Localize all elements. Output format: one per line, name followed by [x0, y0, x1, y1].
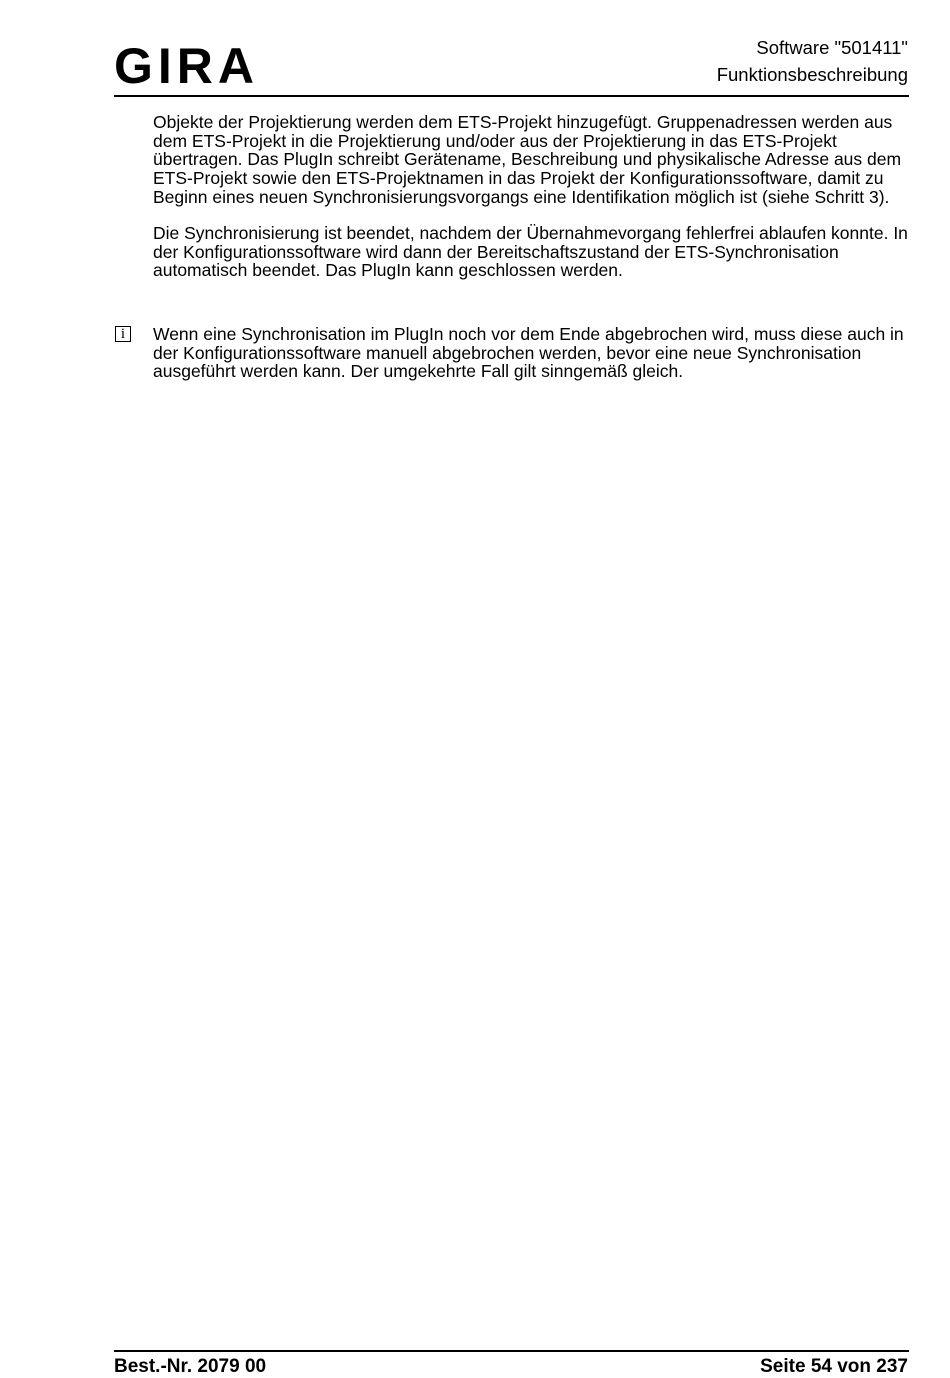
document-type: Funktionsbeschreibung [716, 64, 908, 85]
paragraph-sync-transfer: Objekte der Projektierung werden dem ETS-Projekt hinzugefügt. Gruppenadressen werden aus dem ETS-Projekt in die Projektierung und/oder aus der Projektierung in das ETS-Projekt übertragen. Das PlugIn schreibt Gerätename, Beschreibung und physikalische Adresse aus dem ETS-Projekt sowie den ETS-Projektnamen in das Projekt der Konfigurationssoftware, damit zu Beginn eines neuen Synchronisierungsvorgangs eine Identifikation möglich ist (siehe Schritt 3). [153, 112, 902, 207]
footer-divider [114, 1350, 909, 1352]
paragraph-sync-finished: Die Synchronisierung ist beendet, nachdem der Übernahmevorgang fehlerfrei ablaufen konnte. In der Konfigurationssoftware wird dann der Bereitschaftszustand der ETS-Synchronisation automatisch beendet. Das PlugIn kann geschlossen werden. [153, 223, 908, 281]
page-number: Seite 54 von 237 [760, 1356, 908, 1377]
order-number: Best.-Nr. 2079 00 [114, 1356, 267, 1377]
header-divider [114, 95, 909, 97]
gira-logo: GIRA [114, 38, 259, 94]
info-icon: i [115, 326, 131, 342]
software-title: Software "501411" [756, 37, 908, 58]
info-note: Wenn eine Synchronisation im PlugIn noch vor dem Ende abgebrochen wird, muss diese auch in der Konfigurationssoftware manuell abgebrochen werden, bevor eine neue Synchronisation ausgeführt werden kann. Der umgekehrte Fall gilt sinngemäß gleich. [153, 324, 904, 382]
document-header-info [717, 34, 908, 88]
